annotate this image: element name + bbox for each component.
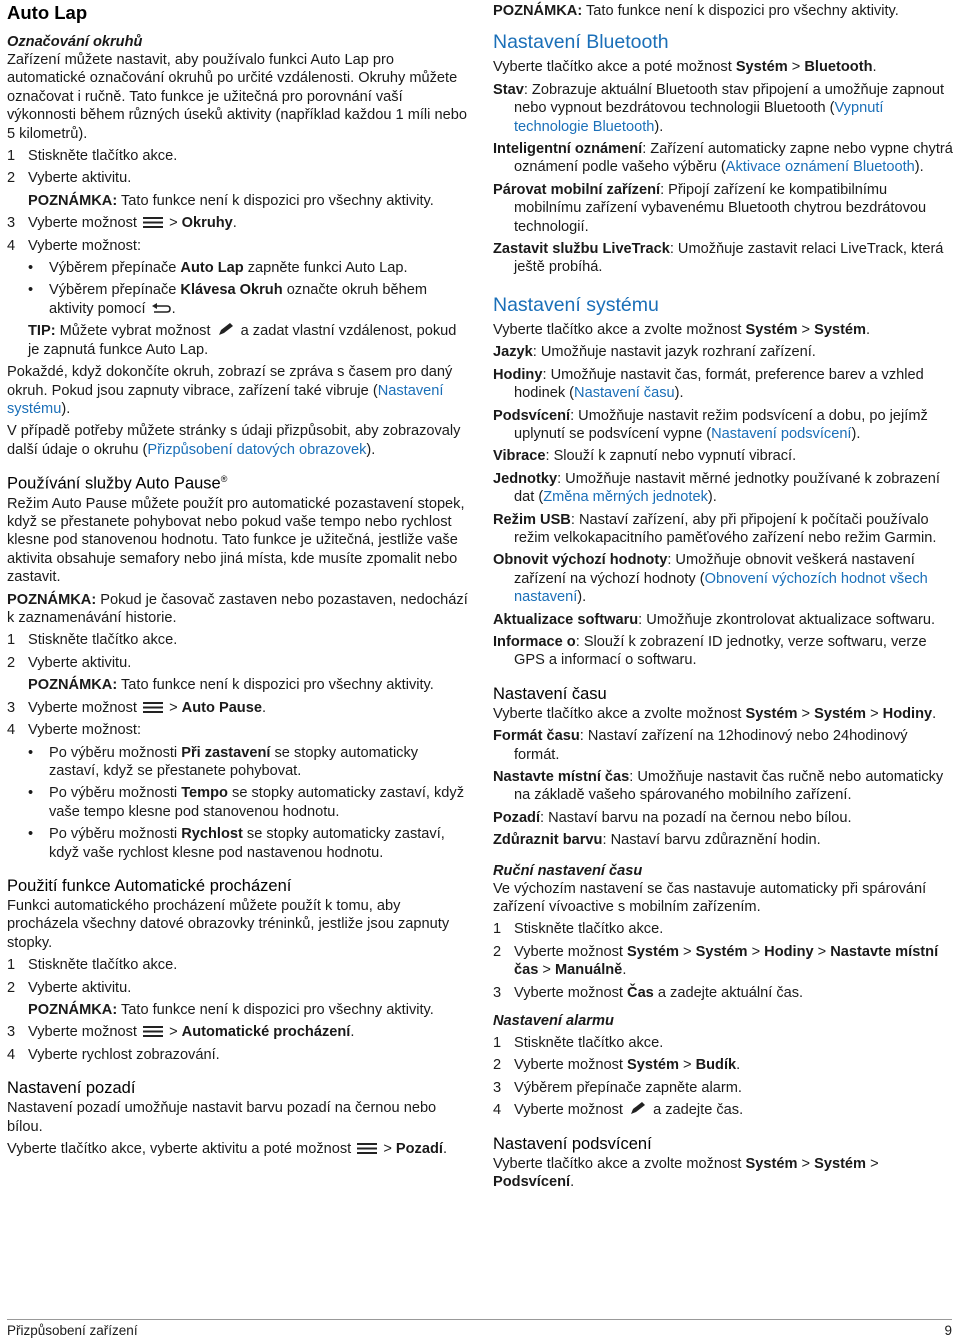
scroll-step-1: 1 Stiskněte tlačítko akce. <box>7 957 178 974</box>
lap-note: POZNÁMKA: Tato funkce není k dispozici pro všechny aktivity. <box>28 192 434 209</box>
alarm-heading: Nastavení alarmu <box>493 1013 614 1030</box>
pause-option-speed: • Po výběru možnosti Rychlost se stopky automaticky zastaví, když vaše rychlost klesne pod nastavenou hodnotu. <box>28 826 445 861</box>
lap-step-4: 4 Vyberte možnost: <box>7 237 142 254</box>
pause-option-stop: • Po výběru možnosti Při zastavení se stopky automaticky zastaví, když se přestanete pohybovat. <box>28 744 419 779</box>
menu-icon <box>143 702 163 713</box>
bt-pair-device: Párovat mobilní zařízení: Připojí zařízení ke kompatibilnímu mobilnímu zařízení vybavenému Bluetooth chytrou bezdrátovou technologií. <box>493 181 927 235</box>
link-bluetooth-off[interactable]: Vypnutí technologie Bluetooth <box>514 100 884 135</box>
menu-icon <box>357 1143 377 1154</box>
left-column <box>7 0 470 1162</box>
sys-clock: Hodiny: Umožňuje nastavit čas, formát, preference barev a vzhled hodinek (Nastavení času). <box>493 366 924 402</box>
bt-smart-notifications: Inteligentní oznámení: Zařízení automaticky zapne nebo vypne chytrá oznámení podle vašeho výběru (Aktivace oznámení Bluetooth). <box>493 141 953 176</box>
page-title: Auto Lap <box>7 2 88 23</box>
scroll-note: POZNÁMKA: Tato funkce není k dispozici pro všechny aktivity. <box>28 1001 434 1018</box>
pencil-icon <box>217 322 235 337</box>
lap-step-3: 3 Vyberte možnost > Okruhy. <box>7 215 237 232</box>
pause-step-3: 3 Vyberte možnost > Auto Pause. <box>7 699 267 716</box>
link-system-settings[interactable]: Nastavení systému <box>7 382 444 417</box>
alarm-step-3: 3 Výběrem přepínače zapněte alarm. <box>493 1079 742 1096</box>
sys-software-update: Aktualizace softwaru: Umožňuje zkontrolovat aktualizace softwaru. <box>493 611 936 628</box>
time-intro: Vyberte tlačítko akce a zvolte možnost Systém > Systém > Hodiny. <box>493 705 937 722</box>
manual-time-intro: Ve výchozím nastavení se čas nastavuje automaticky při spárování zařízení vívoactive s mobilním zařízením. <box>493 880 927 916</box>
lap-option-lap-key: • Výběrem přepínače Klávesa Okruh označte okruh během aktivity pomocí . <box>28 282 428 317</box>
auto-pause-note: POZNÁMKA: Pokud je časovač zastaven nebo pozastaven, nedochází k zaznamenávání historie. <box>7 591 468 627</box>
time-local: Nastavte místní čas: Umožňuje nastavit čas ručně nebo automaticky na základě vašeho spárovaného mobilního zařízení. <box>493 769 944 804</box>
pause-option-pace: • Po výběru možnosti Tempo se stopky automaticky zastaví, když vaše tempo klesne pod stanovenou hodnotu. <box>28 785 465 820</box>
link-backlight-settings[interactable]: Nastavení podsvícení <box>711 425 852 442</box>
lap-step-2: 2 Vyberte aktivitu. <box>7 170 132 187</box>
time-heading: Nastavení času <box>493 684 607 703</box>
manual-step-2: 2 Vyberte možnost Systém > Systém > Hodiny > Nastavte místní čas > Manuálně. <box>493 943 939 979</box>
sys-units: Jednotky: Umožňuje nastavit měrné jednotky používané k zobrazení dat (Změna měrných jednotek). <box>493 470 940 506</box>
background-instruction: Vyberte tlačítko akce, vyberte aktivitu a poté možnost > Pozadí. <box>7 1141 447 1157</box>
footer-section: Přizpůsobení zařízení <box>7 1323 138 1338</box>
lap-tip: TIP: Můžete vybrat možnost a zadat vlastní vzdálenost, pokud je zapnutá funkce Auto Lap. <box>28 323 457 358</box>
auto-scroll-intro: Funkci automatického procházení můžete použít k tomu, aby procházela všechny datové obrazovky tréninků, jestliže jsou zapnuty stopky. <box>7 897 450 951</box>
back-arrow-icon <box>151 302 171 315</box>
bt-status: Stav: Zobrazuje aktuální Bluetooth stav připojení a umožňuje zapnout nebo vypnout bezdrátovou technologii Bluetooth (Vypnutí technologie Bluetooth). <box>493 81 945 135</box>
lap-customize-para: V případě potřeby můžete stránky s údaji přizpůsobit, aby zobrazovaly další údaje o okruhu (Přizpůsobení datových obrazovek). <box>7 423 461 458</box>
top-note: POZNÁMKA: Tato funkce není k dispozici pro všechny aktivity. <box>493 3 899 19</box>
auto-scroll-heading: Použití funkce Automatické procházení <box>7 876 292 895</box>
sys-backlight: Podsvícení: Umožňuje nastavit režim podsvícení a dobu, po jejímž uplynutí se podsvícení vypne (Nastavení podsvícení). <box>493 407 928 442</box>
time-accent: Zdůraznit barvu: Nastaví barvu zdůraznění hodin. <box>493 832 821 849</box>
alarm-step-4: 4 Vyberte možnost a zadejte čas. <box>493 1102 744 1119</box>
auto-pause-intro: Režim Auto Pause můžete použít pro automatické pozastavení stopek, když se přestanete pohybovat nebo pokud vaše tempo nebo rychlost klesne pod stanovenou hodnotu. Tato funkce je užitečná, jestliže vaše aktivita obsahuje semafory nebo jiná místa, kde musíte zpomalit nebo zastavit. <box>7 495 465 586</box>
time-background: Pozadí: Nastaví barvu na pozadí na černou nebo bílou. <box>493 809 852 826</box>
sys-restore-defaults: Obnovit výchozí hodnoty: Umožňuje obnovit veškerá nastavení zařízení na výchozí hodnoty (Obnovení výchozích hodnot všech nastavení). <box>493 552 928 606</box>
pencil-icon <box>629 1101 647 1116</box>
lap-marking-heading: Označování okruhů <box>7 34 143 50</box>
sys-usb-mode: Režim USB: Nastaví zařízení, aby při připojení k počítači používalo režim velkokapacitního paměťového zařízení nebo režim Garmin. <box>493 511 937 546</box>
lap-step-1: 1 Stiskněte tlačítko akce. <box>7 148 178 165</box>
scroll-step-2: 2 Vyberte aktivitu. <box>7 979 132 996</box>
background-intro: Nastavení pozadí umožňuje nastavit barvu pozadí na černou nebo bílou. <box>7 1100 437 1135</box>
sys-vibration: Vibrace: Slouží k zapnutí nebo vypnutí vibrací. <box>493 448 797 465</box>
sys-about: Informace o: Slouží k zobrazení ID jednotky, verze softwaru, verze GPS a informací o softwaru. <box>493 633 927 669</box>
alarm-step-1: 1 Stiskněte tlačítko akce. <box>493 1035 664 1052</box>
system-heading: Nastavení systému <box>493 293 659 316</box>
bluetooth-heading: Nastavení Bluetooth <box>493 31 669 54</box>
bt-stop-livetrack: Zastavit službu LiveTrack: Umožňuje zastavit relaci LiveTrack, která ještě probíhá. <box>493 241 944 276</box>
pause-step-2: 2 Vyberte aktivitu. <box>7 654 132 671</box>
scroll-step-3: 3 Vyberte možnost > Automatické procházení. <box>7 1024 355 1041</box>
pause-step-1: 1 Stiskněte tlačítko akce. <box>7 632 178 649</box>
lap-marking-intro: Zařízení můžete nastavit, aby používalo funkci Auto Lap pro automatické označování okruhů po určité vzdálenosti. Okruhy můžete označovat i ručně. Tato funkce je užitečná pro porovnání vaší výkonnosti během různých úseků aktivity (například každou 1 míli nebo 5 kilometrů). <box>7 52 467 142</box>
link-restore-defaults[interactable]: Obnovení výchozích hodnot všech nastavení <box>514 570 928 606</box>
alarm-step-2: 2 Vyberte možnost Systém > Budík. <box>493 1057 741 1074</box>
menu-icon <box>143 1026 163 1037</box>
link-time-settings[interactable]: Nastavení času <box>574 385 675 402</box>
menu-icon <box>143 217 163 228</box>
lap-option-auto-lap: • Výběrem přepínače Auto Lap zapněte funkci Auto Lap. <box>28 260 408 277</box>
pause-note: POZNÁMKA: Tato funkce není k dispozici pro všechny aktivity. <box>28 677 434 694</box>
link-customize-data-screens[interactable]: Přizpůsobení datových obrazovek <box>147 441 367 458</box>
background-heading: Nastavení pozadí <box>7 1079 136 1098</box>
link-change-units[interactable]: Změna měrných jednotek <box>543 489 708 506</box>
auto-pause-heading: Používání služby Auto Pause® <box>7 474 228 493</box>
scroll-step-4: 4 Vyberte rychlost zobrazování. <box>7 1046 220 1063</box>
backlight-heading: Nastavení podsvícení <box>493 1134 652 1153</box>
backlight-intro: Vyberte tlačítko akce a zvolte možnost Systém > Systém > Podsvícení. <box>493 1155 879 1191</box>
pause-step-4: 4 Vyberte možnost: <box>7 722 142 739</box>
manual-step-1: 1 Stiskněte tlačítko akce. <box>493 921 664 938</box>
system-intro: Vyberte tlačítko akce a zvolte možnost Systém > Systém. <box>493 321 871 338</box>
bluetooth-intro: Vyberte tlačítko akce a poté možnost Systém > Bluetooth. <box>493 59 877 76</box>
manual-step-3: 3 Vyberte možnost Čas a zadejte aktuální čas. <box>493 984 804 1001</box>
link-enable-notifications[interactable]: Aktivace oznámení Bluetooth <box>725 159 915 176</box>
lap-message-para: Pokaždé, když dokončíte okruh, zobrazí se zpráva s časem pro daný okruh. Pokud jsou zapnuty vibrace, zařízení také vibruje (Nastavení systému). <box>7 364 453 417</box>
page-number: 9 <box>944 1323 952 1338</box>
manual-time-heading: Ruční nastavení času <box>493 862 643 879</box>
page-footer <box>7 1319 952 1339</box>
right-column <box>493 0 955 1196</box>
time-format: Formát času: Nastaví zařízení na 12hodinový nebo 24hodinový formát. <box>493 728 908 763</box>
sys-language: Jazyk: Umožňuje nastavit jazyk rozhraní zařízení. <box>493 344 816 361</box>
